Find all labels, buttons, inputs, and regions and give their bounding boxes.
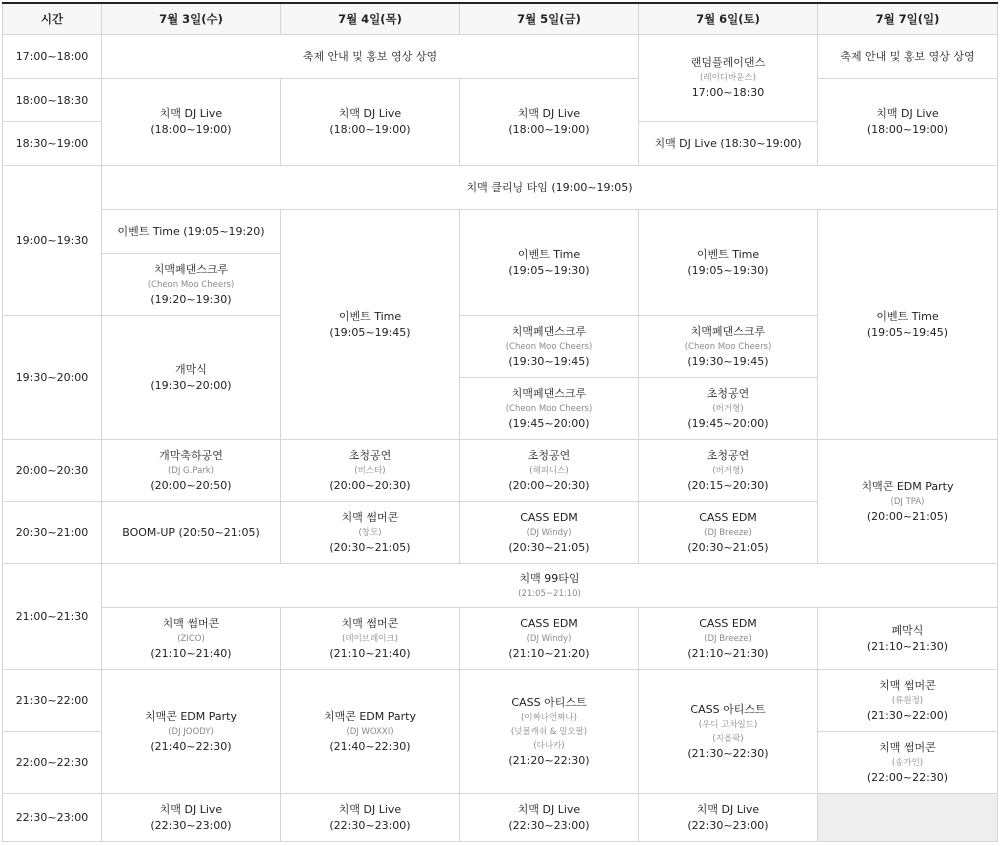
event-time: (21:30~22:00) [866,708,949,722]
event-title: 초청공연 [348,448,392,462]
event-title: 이벤트 Time [876,309,939,323]
event-title: 이벤트 Time [517,247,581,261]
time-cell: 18:30~19:00 [3,122,102,166]
event-title: 치맥 썸머콘 [879,678,936,692]
event-performer: (지올팍) [712,733,744,744]
table-row [3,564,998,608]
event-title: 치맥 DJ Live (18:30~19:00) [654,136,802,150]
event-title: 치맥콘 EDM Party [861,479,954,493]
event-title: CASS EDM [699,616,757,630]
event-time: (21:30~22:30) [687,746,769,760]
event-time: (21:10~21:40) [329,646,411,660]
event-time: (18:00~19:00) [508,123,590,136]
event-performer: (DJ Breeze) [704,633,752,644]
event-performer: (Cheon Moo Cheers) [684,341,772,352]
event-time: (20:30~21:05) [508,540,590,554]
event-time: (20:30~21:05) [687,540,769,554]
event-time: (18:00~19:00) [150,123,232,136]
event-title: 치맥 썸머콘 [879,740,936,754]
event-title: 이벤트 Time [696,247,760,261]
event-cell [460,670,639,794]
event-time: (19:05~19:30) [687,263,769,277]
time-cell: 20:00~20:30 [3,440,102,502]
event-performer: (Cheon Moo Cheers) [147,279,235,290]
event-cell [460,608,639,670]
time-cell: 21:30~22:00 [3,670,102,732]
event-time: (20:30~21:05) [329,540,411,554]
event-time: (22:00~22:30) [866,770,949,784]
event-cell [460,378,639,440]
header-time: 시간 [3,3,102,35]
event-time: (22:30~23:00) [150,818,232,832]
event-title: BOOM-UP (20:50~21:05) [122,525,260,539]
event-cell [102,794,281,842]
header-row [3,3,998,35]
event-title: 치맥 썸머콘 [341,510,399,524]
event-cell [639,794,818,842]
event-cell [102,440,281,502]
event-time: (21:20~22:30) [508,753,590,767]
event-time: (20:00~20:30) [508,478,590,492]
event-cell [639,440,818,502]
event-cell [102,79,281,166]
event-title: CASS 아티스트 [511,695,587,709]
event-performer: (다나카) [533,740,565,751]
event-time: (19:05~19:45) [329,325,411,339]
event-time: (19:45~20:00) [508,416,590,430]
event-time: (21:40~22:30) [150,739,232,753]
event-title: CASS 아티스트 [690,702,766,716]
event-time: (22:30~23:00) [329,818,411,832]
header-day-sun: 7월 7일(일) [818,3,998,35]
event-title: 치맥 썸머콘 [162,616,220,630]
event-time: (20:00~21:05) [866,509,949,523]
event-performer: (류원정) [891,695,924,706]
time-cell: 20:30~21:00 [3,502,102,564]
event-performer: (데이브레이크) [342,633,398,644]
event-time: (19:30~19:45) [687,354,769,368]
event-performer: (DJ Windy) [526,527,572,538]
event-cell [818,608,998,670]
event-title: 축제 안내 및 홍보 영상 상영 [302,49,438,63]
table-row [3,608,998,670]
event-title: 개막축하공연 [159,448,223,462]
event-time: (18:00~19:00) [329,123,411,136]
event-performer: (DJ Windy) [526,633,572,644]
event-title: 치맥 썸머콘 [341,616,399,630]
event-cell [818,670,998,732]
table-row [3,670,998,732]
event-title: 이벤트 Time (19:05~19:20) [117,224,265,238]
header-day-sat: 7월 6일(토) [639,3,818,35]
event-performer: (이짜나언짜나) [521,712,577,723]
event-cell [281,502,460,564]
time-cell: 21:00~21:30 [3,564,102,670]
event-time: (20:00~20:50) [150,478,232,492]
event-cell [639,378,818,440]
event-cell [639,670,818,794]
event-performer: (DJ G.Park) [167,465,215,476]
time-cell: 19:00~19:30 [3,166,102,316]
time-cell: 18:00~18:30 [3,79,102,122]
event-title: CASS EDM [520,510,578,524]
event-cell [460,316,639,378]
event-performer: (Cheon Moo Cheers) [505,341,593,352]
event-title: 랜덤플레이댄스 [690,56,766,69]
event-title: 이벤트 Time [338,309,402,323]
event-cell [102,316,281,440]
event-time: (19:05~19:45) [866,325,949,339]
event-cell [639,608,818,670]
event-cell [818,79,998,166]
event-cell [460,502,639,564]
event-cell [639,35,818,122]
event-time: (21:10~21:20) [508,646,590,660]
table-row [3,79,998,122]
event-cell [460,440,639,502]
event-time: (19:30~19:45) [508,354,590,368]
event-cell [102,210,281,254]
event-time: (21:10~21:30) [866,639,949,653]
event-title: 치맥콘 EDM Party [144,709,237,723]
event-cell [639,502,818,564]
event-title: 치맥 DJ Live [517,107,581,120]
event-time: (21:40~22:30) [329,739,411,753]
time-cell: 22:00~22:30 [3,732,102,794]
event-title: 치맥 DJ Live [159,802,223,816]
event-title: 치맥페댄스크루 [690,324,766,338]
table-row [3,35,998,79]
event-time: (21:10~21:30) [687,646,769,660]
table-row [3,210,998,254]
event-cell [102,608,281,670]
event-title: 치맥콘 EDM Party [323,709,416,723]
event-cell [281,670,460,794]
event-cell [102,166,998,210]
event-cell [102,564,998,608]
header-day-thu: 7월 4일(목) [281,3,460,35]
event-cell [281,440,460,502]
event-time: (18:00~19:00) [866,123,949,136]
event-cell [102,254,281,316]
event-performer: (DJ WOXXI) [346,726,394,737]
event-cell [460,794,639,842]
event-title: 치맥 DJ Live [876,107,939,120]
event-cell [102,670,281,794]
event-performer: (레이디바운스) [700,73,756,83]
event-performer: (송가인) [891,757,924,768]
time-cell: 19:30~20:00 [3,316,102,440]
time-cell: 22:30~23:00 [3,794,102,842]
event-time: (20:15~20:30) [687,478,769,492]
event-cell [281,794,460,842]
event-title: 초청공연 [706,448,750,462]
event-performer: (DJ TPA) [890,496,925,507]
event-cell [281,210,460,440]
event-time: (19:30~20:00) [150,378,232,392]
event-cell [818,732,998,794]
event-performer: (넛몰캐쉬 & 밀오팔) [510,726,588,737]
event-title: 축제 안내 및 홍보 영상 상영 [840,49,975,63]
table-row [3,166,998,210]
event-cell [281,608,460,670]
event-performer: (DJ JOODY) [168,726,214,737]
time-cell: 17:00~18:00 [3,35,102,79]
event-time: (22:30~23:00) [508,818,590,832]
event-performer: (버거형) [712,465,744,476]
table-row [3,794,998,842]
event-title: 초청공연 [706,386,750,400]
header-day-wed: 7월 3일(수) [102,3,281,35]
event-title: 폐막식 [891,623,924,637]
header-day-fri: 7월 5일(금) [460,3,639,35]
table-row [3,440,998,502]
event-performer: (버거형) [712,403,744,414]
event-time: (19:20~19:30) [150,292,232,306]
empty-cell [818,794,998,842]
event-title: 치맥 99타임 [519,571,580,585]
event-title: 치맥 DJ Live [696,802,760,816]
event-cell [639,122,818,166]
event-time: (21:10~21:40) [150,646,232,660]
event-time-note: (21:05~21:10) [518,588,581,599]
event-title: 초청공연 [527,448,571,462]
schedule-frame [2,2,997,844]
event-cell [460,79,639,166]
event-cell [102,502,281,564]
schedule-table [2,2,998,842]
event-time: (19:05~19:30) [508,263,590,277]
event-title: 치맥 클리닝 타임 (19:00~19:05) [466,180,633,194]
event-title: 치맥페댄스크루 [153,262,229,276]
event-time: (20:00~20:30) [329,478,411,492]
event-cell [818,35,998,79]
event-performer: (비스타) [354,465,386,476]
event-performer: (Cheon Moo Cheers) [505,403,593,414]
event-performer: (해피니스) [529,465,569,476]
event-time: (22:30~23:00) [687,818,769,832]
event-cell [102,35,639,79]
event-time: (19:45~20:00) [687,416,769,430]
event-title: 치맥 DJ Live [338,802,402,816]
event-title: CASS EDM [520,616,578,630]
event-performer: (DJ Breeze) [704,527,752,538]
event-cell [281,79,460,166]
event-title: 개막식 [175,362,207,376]
event-cell [818,210,998,440]
event-title: CASS EDM [699,510,757,524]
event-cell [639,210,818,316]
event-title: 치맥 DJ Live [517,802,581,816]
event-title: 치맥페댄스크루 [511,324,587,338]
event-performer: (우디 고차일드) [698,719,758,730]
event-title: 치맥 DJ Live [159,107,223,120]
event-cell [818,440,998,564]
event-cell [639,316,818,378]
event-cell [460,210,639,316]
event-time: 17:00~18:30 [691,86,765,99]
event-title: 치맥페댄스크루 [511,386,587,400]
event-performer: (ZICO) [177,633,205,644]
event-title: 치맥 DJ Live [338,107,402,120]
event-performer: (창모) [358,527,382,538]
